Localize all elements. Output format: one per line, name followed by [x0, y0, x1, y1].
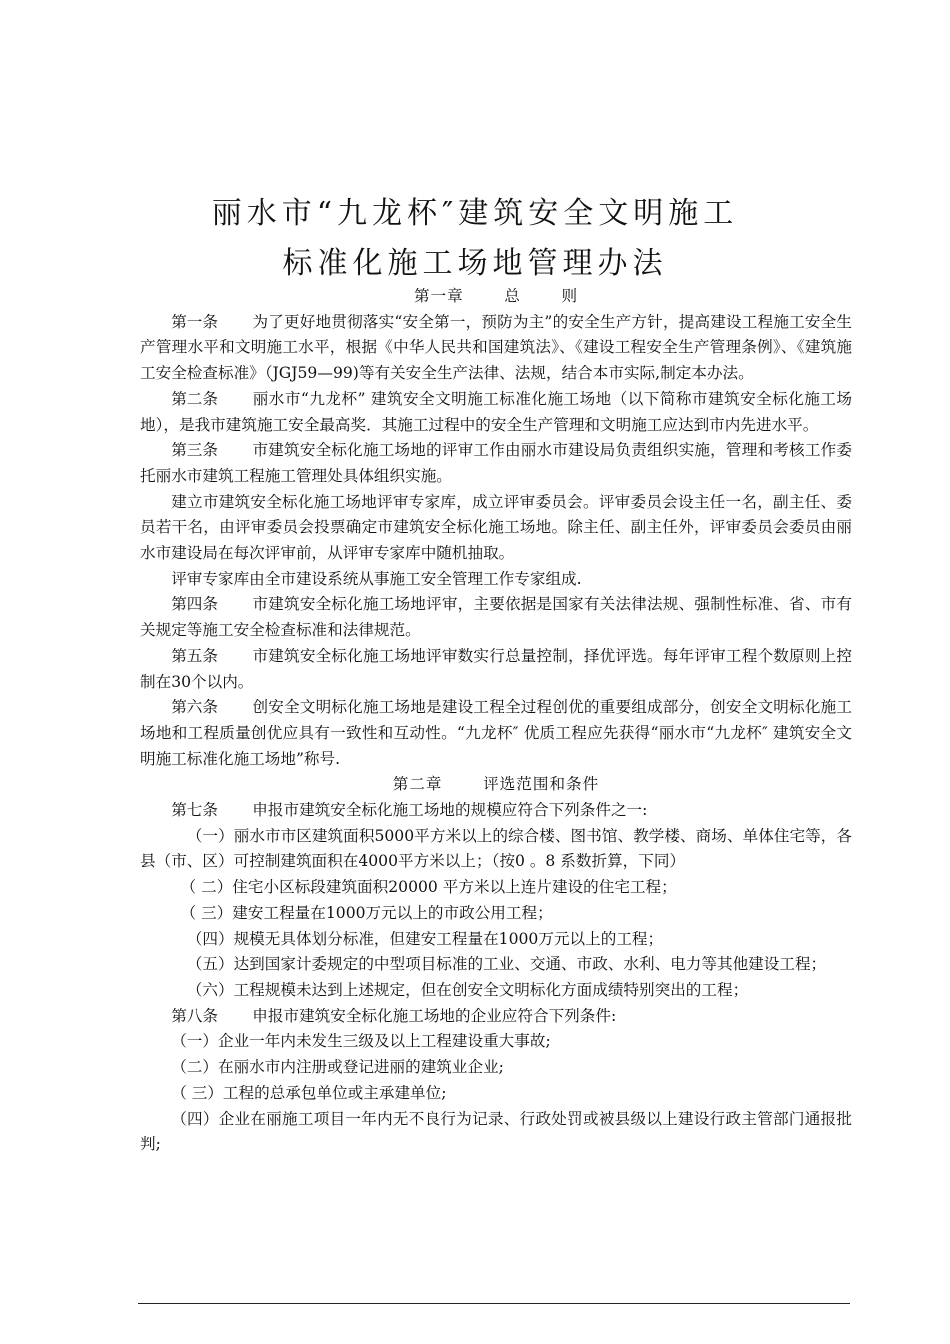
footer-divider [138, 1303, 850, 1304]
article-paragraph [140, 695, 852, 772]
paragraph: 评审专家库由全市建设系统从事施工安全管理工作专家组成. [171, 569, 582, 588]
article-text: 为了更好地贯彻落实“安全第一，预防为主”的安全生产方针，提高建设工程施工安全生产管理水平和文明施工水平，根据《中华人民共和国建筑法》、《建设工程安全生产管理条例》、《建筑施工安全检查标准》（JGJ59—99)等有关安全生产法律、法规，结合本市实际,制定本办法。 [140, 312, 852, 383]
chapter-number: 第二章 [392, 775, 443, 794]
article-paragraph [140, 387, 852, 438]
article-text: 市建筑安全标化施工场地的评审工作由丽水市建设局负责组织实施，管理和考核工作委托丽水市建筑工程施工管理处具体组织实施。 [140, 441, 852, 485]
chapter-title: 评选范围和条件 [483, 775, 600, 794]
list-item: （一）企业一年内未发生三级及以上工程建设重大事故; [171, 1032, 551, 1051]
list-item: （一）丽水市市区建筑面积5000平方米以上的综合楼、图书馆、教学楼、商场、单体住宅等，各县（市、区）可控制建筑面积在4000平方米以上；（按0 。8 系数折算，下同） [140, 826, 852, 871]
article-text: 申报市建筑安全标化施工场地的企业应符合下列条件: [252, 1006, 617, 1025]
list-item: （ 二）住宅小区标段建筑面积20000 平方米以上连片建设的住宅工程； [180, 878, 677, 897]
list-item: （四）规模无具体划分标准，但建安工程量在1000万元以上的工程； [186, 929, 664, 948]
chapter-heading [140, 284, 852, 310]
article-text: 市建筑安全标化施工场地评审数实行总量控制，择优评选。每年评审工程个数原则上控制在30个以内。 [140, 646, 852, 691]
list-item: （五）达到国家计委规定的中型项目标准的工业、交通、市政、水利、电力等其他建设工程； [186, 955, 827, 974]
document-body [140, 284, 852, 1158]
article-label: 第四条 [171, 595, 218, 614]
article-text: 市建筑安全标化施工场地评审，主要依据是国家有关法律法规、强制性标准、省、市有关规定等施工安全检查标准和法律规范。 [140, 595, 852, 640]
article-paragraph [140, 644, 852, 695]
article-label: 第五条 [171, 646, 218, 665]
article-label: 第三条 [171, 441, 218, 460]
article-text: 申报市建筑安全标化施工场地的规模应符合下列条件之一: [252, 801, 648, 820]
article-label: 第八条 [171, 1006, 218, 1025]
article-paragraph [140, 310, 852, 387]
list-item: （六）工程规模未达到上述规定，但在创安全文明标化方面成绩特别突出的工程； [186, 980, 749, 999]
list-item: （ 三）建安工程量在1000万元以上的市政公用工程； [180, 903, 553, 922]
title-line-1: 丽水市“九龙杯″建筑安全文明施工 [211, 196, 739, 231]
list-item: （ 三）工程的总承包单位或主承建单位; [171, 1083, 447, 1102]
chapter-title-part: 总 [504, 287, 521, 305]
article-text: 丽水市“九龙杯” 建筑安全文明施工标准化施工场地（以下简称市建筑安全标化施工场地），是我市建筑施工安全最高奖．其施工过程中的安全生产管理和文明施工应达到市内先进水平。 [140, 389, 852, 434]
paragraph: 建立市建筑安全标化施工场地评审专家库，成立评审委员会。评审委员会设主任一名，副主任、委员若干名，由评审委员会投票确定市建筑安全标化施工场地。除主任、副主任外，评审委员会委员由丽水市建设局在每次评审前，从评审专家库中随机抽取。 [140, 492, 852, 563]
list-item: （二）在丽水市内注册或登记进丽的建筑业企业; [171, 1058, 504, 1077]
list-item: （四）企业在丽施工项目一年内无不良行为记录、行政处罚或被县级以上建设行政主管部门通报批判; [140, 1109, 852, 1154]
article-paragraph [140, 798, 852, 824]
chapter-number: 第一章 [413, 287, 464, 305]
title-line-2: 标准化施工场地管理办法 [282, 246, 668, 281]
article-text: 创安全文明标化施工场地是建设工程全过程创优的重要组成部分，创安全文明标化施工场地和工程质量创优应具有一致性和互动性。“九龙杯″ 优质工程应先获得“丽水市“九龙杯″ 建筑安全文明施工标准化施工场地”称号. [140, 698, 852, 768]
article-label: 第六条 [171, 698, 218, 717]
article-label: 第一条 [171, 312, 218, 331]
article-label: 第二条 [171, 389, 218, 408]
chapter-title-part: 则 [561, 287, 579, 305]
chapter-heading [140, 772, 852, 798]
article-paragraph [140, 1004, 852, 1030]
article-label: 第七条 [171, 801, 218, 820]
article-paragraph [140, 592, 852, 643]
article-paragraph [140, 438, 852, 489]
